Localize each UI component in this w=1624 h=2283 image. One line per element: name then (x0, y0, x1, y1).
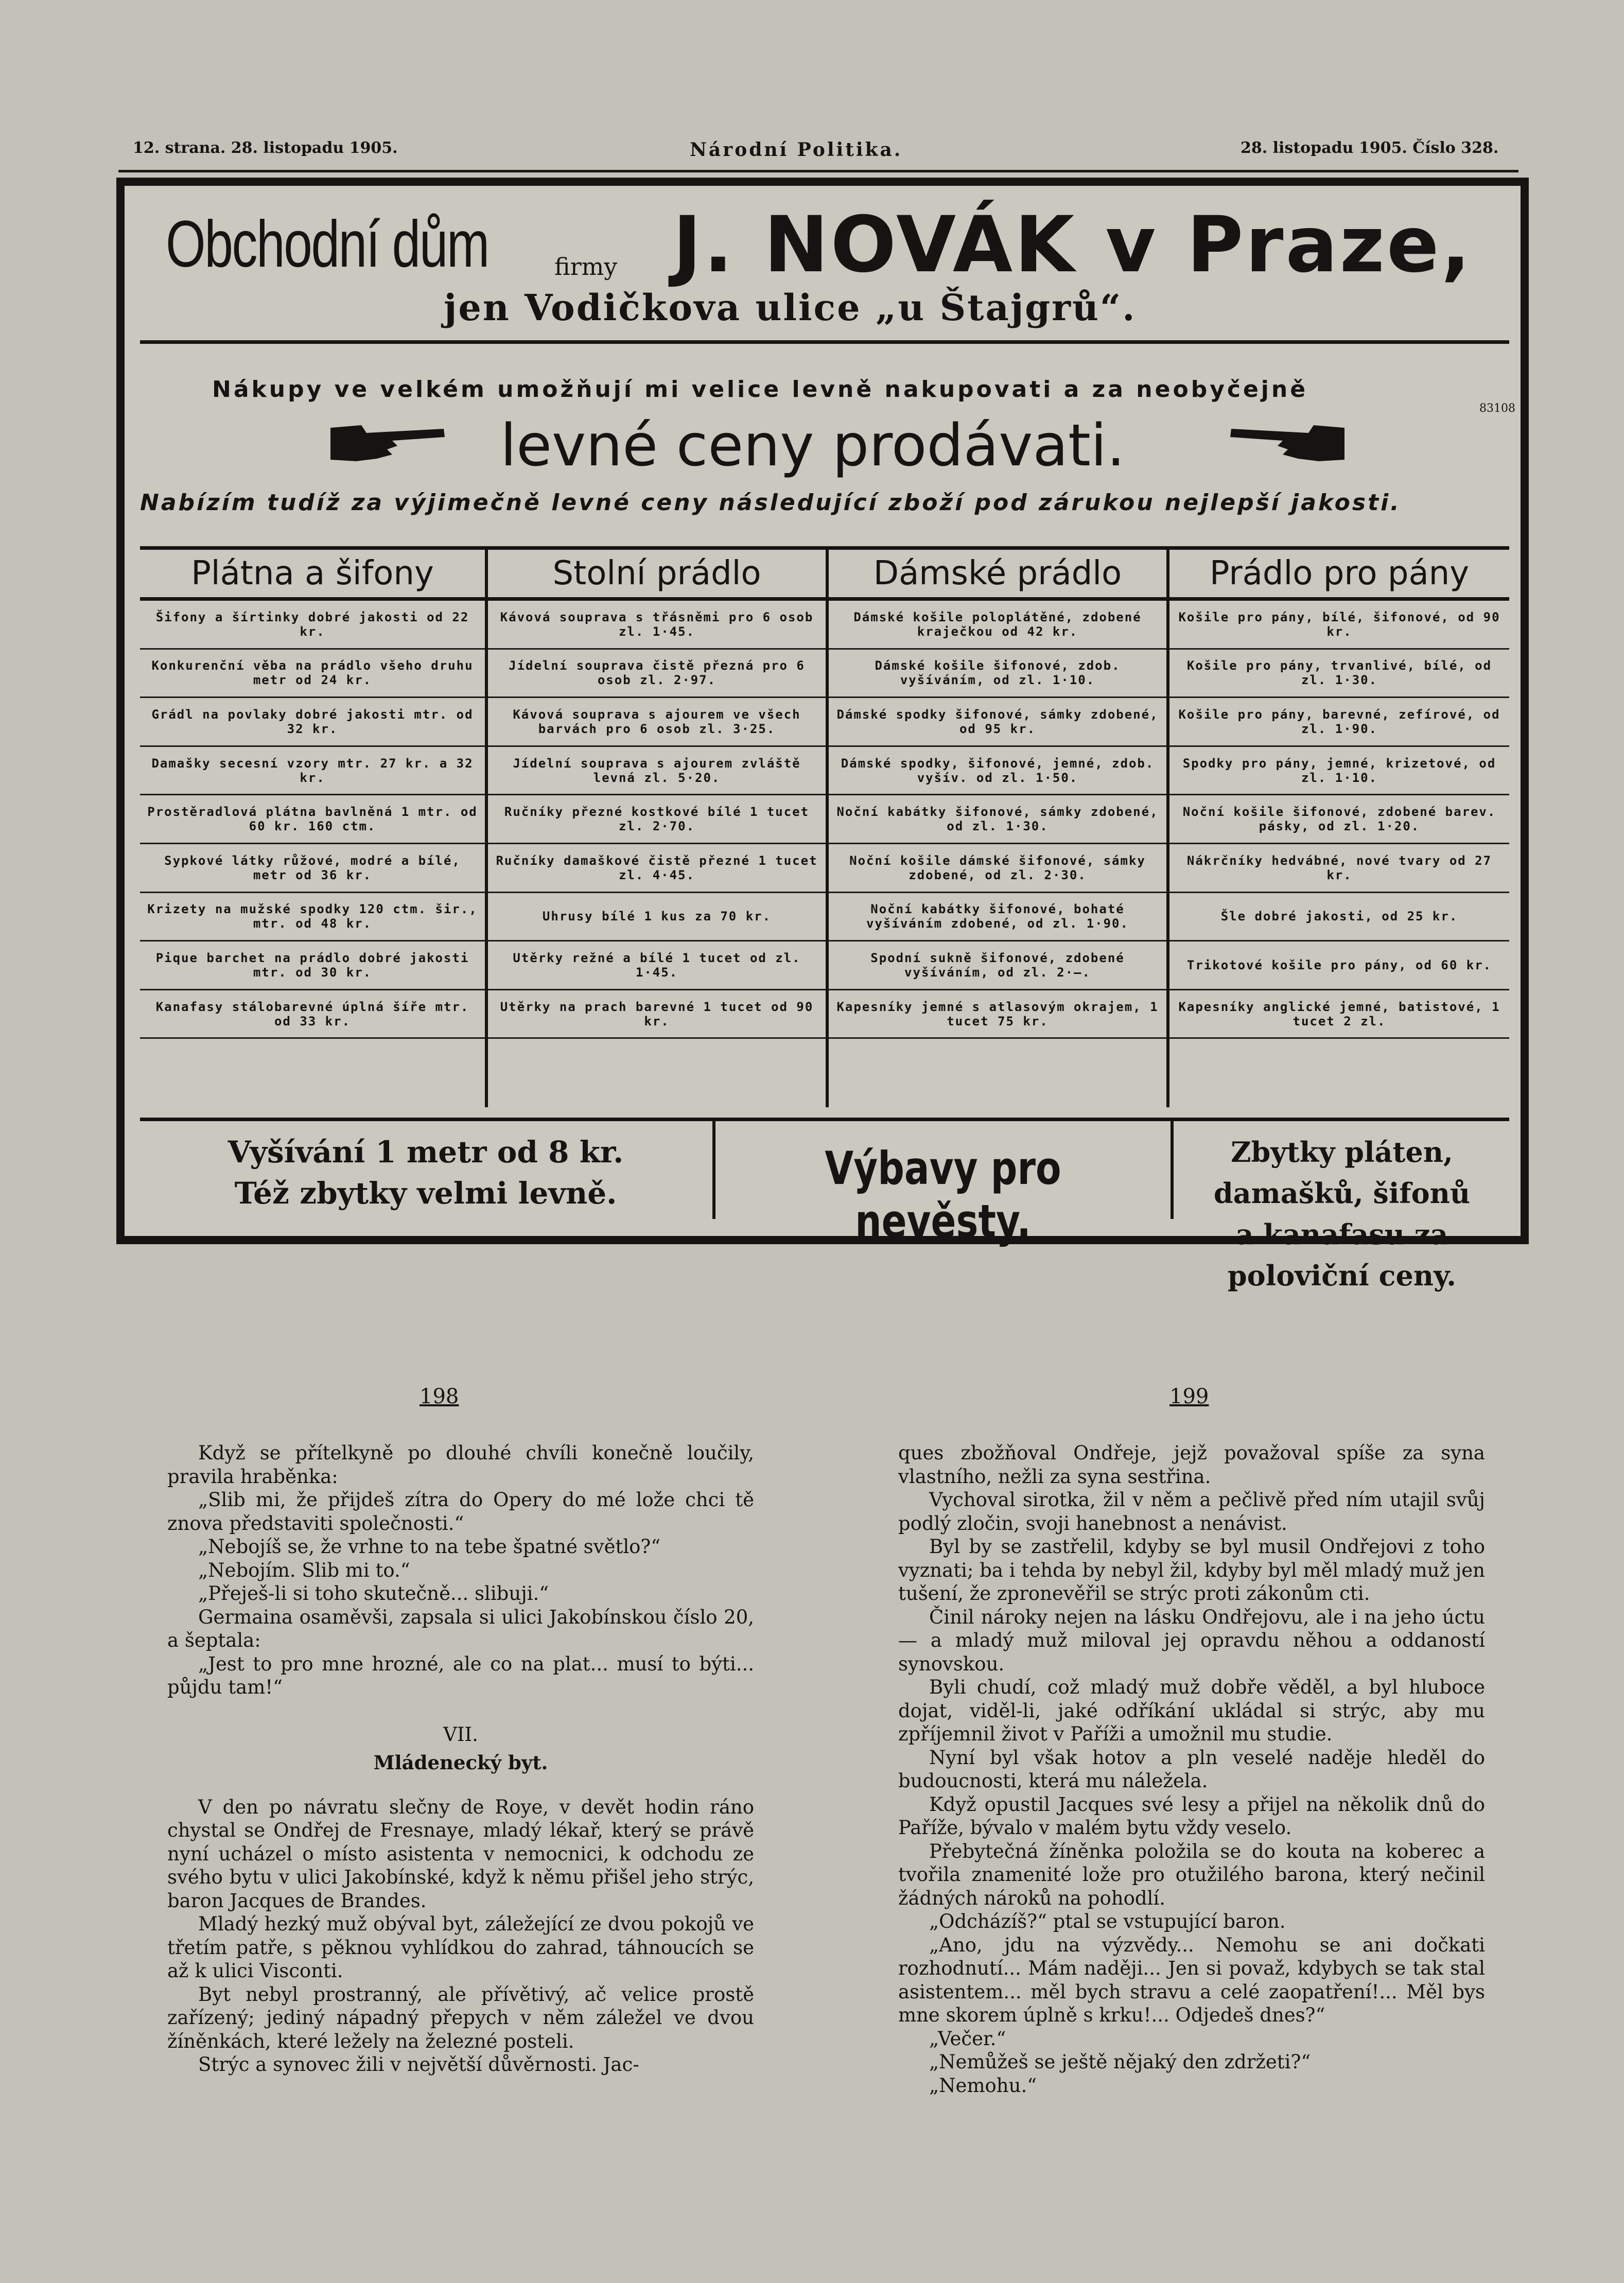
product-item: Sypkové látky růžové, modré a bílé, metr od 36 kr. (140, 844, 485, 893)
product-item: Kapesníky anglické jemné, batistové, 1 tucet 2 zl. (1169, 990, 1509, 1039)
paragraph: Vychoval sirotka, žil v něm a pečlivě před ním utajil svůj podlý zločin, svoji hanebnost a nenávist. (898, 1489, 1485, 1535)
pointing-hand-left-icon (1226, 417, 1350, 464)
ad-bottom-center: Výbavy pro nevěsty. (825, 1142, 1061, 1248)
product-column (829, 546, 1166, 1107)
product-column (140, 546, 485, 1107)
column-heading: Dámské prádlo (829, 546, 1166, 601)
chapter-title: Mládenecký byt. (373, 1751, 548, 1774)
ad-bottom-left (140, 1131, 711, 1214)
product-item: Noční košile šifonové, zdobené barev. pásky, od zl. 1·20. (1169, 795, 1509, 844)
column-heading: Plátna a šifony (140, 546, 485, 601)
paragraph: „Nemůžeš se ještě nějaký den zdržeti?“ (929, 2051, 1311, 2073)
paragraph: „Nebojíš se, že vrhne to na tebe špatné světlo?“ (198, 1536, 661, 1558)
paragraph: Když se přítelkyně po dlouhé chvíli konečně loučily, pravila hraběnka: (167, 1442, 754, 1488)
product-item: Kanafasy stálobarevné úplná šíře mtr. od 33 kr. (140, 990, 485, 1039)
column-heading: Stolní prádlo (488, 546, 826, 601)
product-item: Trikotové košile pro pány, od 60 kr. (1169, 942, 1509, 990)
product-item: Košile pro pány, barevné, zefírové, od zl. 1·90. (1169, 698, 1509, 747)
product-item: Spodky pro pány, jemné, krizetové, od zl. 1·10. (1169, 747, 1509, 796)
ad-title-part2: firmy (554, 253, 618, 281)
column-heading: Prádlo pro pány (1169, 546, 1509, 601)
ad-line1: Nákupy ve velkém umožňují mi velice levně nakupovati a za neobyčejně (212, 376, 1308, 403)
novel-column-left (167, 1441, 754, 2077)
product-item: Dámské košile poloplátěné, zdobené kraječkou od 42 kr. (829, 601, 1166, 650)
product-item: Šifony a šírtinky dobré jakosti od 22 kr. (140, 601, 485, 650)
product-item: Ručníky přezné kostkové bílé 1 tucet zl. 2·70. (488, 795, 826, 844)
bottom-divider (712, 1121, 715, 1219)
ad-line3: Nabízím tudíž za výjimečně levné ceny následující zboží pod zárukou nejlepší jakosti. (140, 490, 1401, 516)
product-item: Spodní sukně šifonové, zdobené vyšíváním, od zl. 2·—. (829, 942, 1166, 990)
paragraph: Činil nároky nejen na lásku Ondřejovu, ale i na jeho úctu — a mladý muž miloval jej opravdu něhou a oddaností synovskou. (898, 1606, 1485, 1675)
product-item: Kapesníky jemné s atlasovým okrajem, 1 tucet 75 kr. (829, 990, 1166, 1039)
ad-bottom-right-line2: a kanafasu za poloviční ceny. (1227, 1218, 1457, 1292)
product-item: Grádl na povlaky dobré jakosti mtr. od 32 kr. (140, 698, 485, 747)
product-item: Prostěradlová plátna bavlněná 1 mtr. od 60 kr. 160 ctm. (140, 795, 485, 844)
paragraph: „Nemohu.“ (929, 2074, 1037, 2097)
ad-bottom-left-line2: Též zbytky velmi levně. (234, 1176, 617, 1211)
product-item: Krizety na mužské spodky 120 ctm. šir., mtr. od 48 kr. (140, 893, 485, 942)
page-number-right: 199 (1169, 1385, 1209, 1408)
product-item: Dámské spodky, šifonové, jemné, zdob. vyšív. od zl. 1·50. (829, 747, 1166, 796)
product-item: Kávová souprava s třásněmi pro 6 osob zl. 1·45. (488, 601, 826, 650)
ad-bottom-right-line1: Zbytky pláten, damašků, šifonů (1213, 1136, 1471, 1210)
paragraph: Když opustil Jacques své lesy a přijel na několik dnů do Paříže, bývalo v malém bytu vždy veselo. (898, 1793, 1485, 1839)
paragraph: Přebytečná žíněnka položila se do kouta na koberec a tvořila znamenité lože pro otužilého barona, který nečinil žádných nároků na pohodlí. (898, 1840, 1485, 1909)
paragraph: „Slib mi, že přijdeš zítra do Opery do mé lože chci tě znova představiti společnosti.“ (167, 1489, 754, 1535)
paragraph: V den po návratu slečny de Roye, v devět hodin ráno chystal se Ondřej de Fresnaye, mladý lékař, který se právě nyní ucházel o místo asistenta v nemocnici, k odchodu ze svého bytu v ulici Jakobínské, když k němu přišel jeho strýc, baron Jacques de Brandes. (167, 1796, 754, 1912)
ad-title (166, 200, 1504, 294)
product-item: Uhrusy bílé 1 kus za 70 kr. (488, 893, 826, 942)
product-column (1169, 546, 1509, 1107)
paragraph: Byl by se zastřelil, kdyby se byl musil Ondřejovi z toho vyznati; ba i tehda by nebyl žil, kdyby byl měl mladý muž jen tušení, že zpronevěřil se strýc proti zákonům cti. (898, 1536, 1485, 1605)
product-item: Noční kabátky šifonové, sámky zdobené, od zl. 1·30. (829, 795, 1166, 844)
ad-title-part3: J. NOVÁK v Praze, (673, 200, 1473, 290)
newspaper-title: Národní Politika. (690, 139, 903, 161)
novel-column-right (898, 1441, 1485, 2097)
header-rule (118, 170, 1518, 172)
ad-line2: levné ceny prodávati. (500, 412, 1125, 479)
ad-line2-row (325, 412, 1355, 479)
product-item: Košile pro pány, bílé, šifonové, od 90 kr. (1169, 601, 1509, 650)
paragraph: „Večer.“ (929, 2027, 1006, 2050)
paragraph: „Ano, jdu na výzvědy... Nemohu se ani dočkati rozhodnutí... Mám naději... Jen si považ, kdybych se tak stal asistentem... měl bych stravu a celé zaopatření!... Měl bys mne skorem úplně s krku!... Odjedeš dnes?“ (898, 1933, 1485, 2026)
paragraph: „Přeješ-li si toho skutečně... slibuji.“ (198, 1582, 549, 1605)
product-item: Košile pro pány, trvanlivé, bílé, od zl. 1·30. (1169, 650, 1509, 699)
product-item: Damašky secesní vzory mtr. 27 kr. a 32 kr. (140, 747, 485, 796)
header-right: 28. listopadu 1905. Číslo 328. (1241, 139, 1499, 157)
product-item: Ručníky damaškové čistě přezné 1 tucet zl. 4·45. (488, 844, 826, 893)
paragraph: Byt nebyl prostranný, ale přívětivý, ač velice prostě zařízený; jediný nápadný přepych v něm záležel ve dvou žíněnkách, které ležely na železné posteli. (167, 1983, 754, 2052)
ad-title-part1: Obchodní dům (166, 207, 488, 281)
product-grid (140, 546, 1509, 1107)
product-column (488, 546, 826, 1107)
product-item: Kávová souprava s ajourem ve všech barvách pro 6 osob zl. 3·25. (488, 698, 826, 747)
product-item: Dámské košile šifonové, zdob. vyšíváním, od zl. 1·10. (829, 650, 1166, 699)
product-item: Dámské spodky šifonové, sámky zdobené, od 95 kr. (829, 698, 1166, 747)
paragraph: Byli chudí, což mladý muž dobře věděl, a byl hluboce dojat, viděl-li, jaké odříkání ukládal si strýc, aby mu zpříjemnil život v Paříži a umožnil mu studie. (898, 1676, 1485, 1745)
product-item: Noční košile dámské šifonové, sámky zdobené, od zl. 2·30. (829, 844, 1166, 893)
ad-bottom-row (140, 1118, 1509, 1292)
ad-bottom-left-line1: Vyšívání 1 metr od 8 kr. (228, 1135, 624, 1170)
product-item: Utěrky režné a bílé 1 tucet od zl. 1·45. (488, 942, 826, 990)
paragraph: Nyní byl však hotov a pln veselé naděje hleděl do budoucnosti, která mu náležela. (898, 1746, 1485, 1792)
paragraph: „Nebojím. Slib mi to.“ (198, 1559, 410, 1581)
paragraph: Strýc a synovec žili v největší důvěrnosti. Jac- (198, 2053, 639, 2076)
product-item: Jídelní souprava s ajourem zvláště levná zl. 5·20. (488, 747, 826, 796)
product-item: Jídelní souprava čistě přezná pro 6 osob zl. 2·97. (488, 650, 826, 699)
ad-code: 83108 (1479, 402, 1515, 415)
paragraph: Mladý hezký muž obýval byt, záležející ze dvou pokojů ve třetím patře, s pěknou vyhlídkou do zahrad, táhnoucích se až k ulici Visconti. (167, 1913, 754, 1982)
pointing-hand-right-icon (325, 417, 449, 464)
ad-subtitle: jen Vodičkova ulice „u Štajgrů“. (444, 286, 1137, 329)
product-item: Nákrčníky hedvábné, nové tvary od 27 kr. (1169, 844, 1509, 893)
product-item: Utěrky na prach barevné 1 tucet od 90 kr. (488, 990, 826, 1039)
product-item: Šle dobré jakosti, od 25 kr. (1169, 893, 1509, 942)
paragraph: Germaina osaměvši, zapsala si ulici Jakobínskou číslo 20, a šeptala: (167, 1606, 754, 1651)
page-number-left: 198 (420, 1385, 459, 1408)
product-item: Noční kabátky šifonové, bohaté vyšíváním zdobené, od zl. 1·90. (829, 893, 1166, 942)
product-item: Pique barchet na prádlo dobré jakosti mtr. od 30 kr. (140, 942, 485, 990)
paragraph: „Odcházíš?“ ptal se vstupující baron. (929, 1910, 1286, 1932)
header-left: 12. strana. 28. listopadu 1905. (133, 139, 398, 157)
ad-rule-top (140, 340, 1509, 344)
bottom-divider (1171, 1121, 1174, 1219)
advertisement (116, 178, 1529, 1292)
paragraph: „Jest to pro mne hrozné, ale co na plat... musí to býti... půjdu tam!“ (167, 1652, 754, 1698)
ad-bottom-right (1175, 1131, 1509, 1296)
product-item: Konkurenční věba na prádlo všeho druhu metr od 24 kr. (140, 650, 485, 699)
chapter-number: VII. (443, 1723, 478, 1746)
paragraph: ques zbožňoval Ondřeje, jejž považoval spíše za syna vlastního, nežli za syna sestřina. (898, 1442, 1485, 1488)
